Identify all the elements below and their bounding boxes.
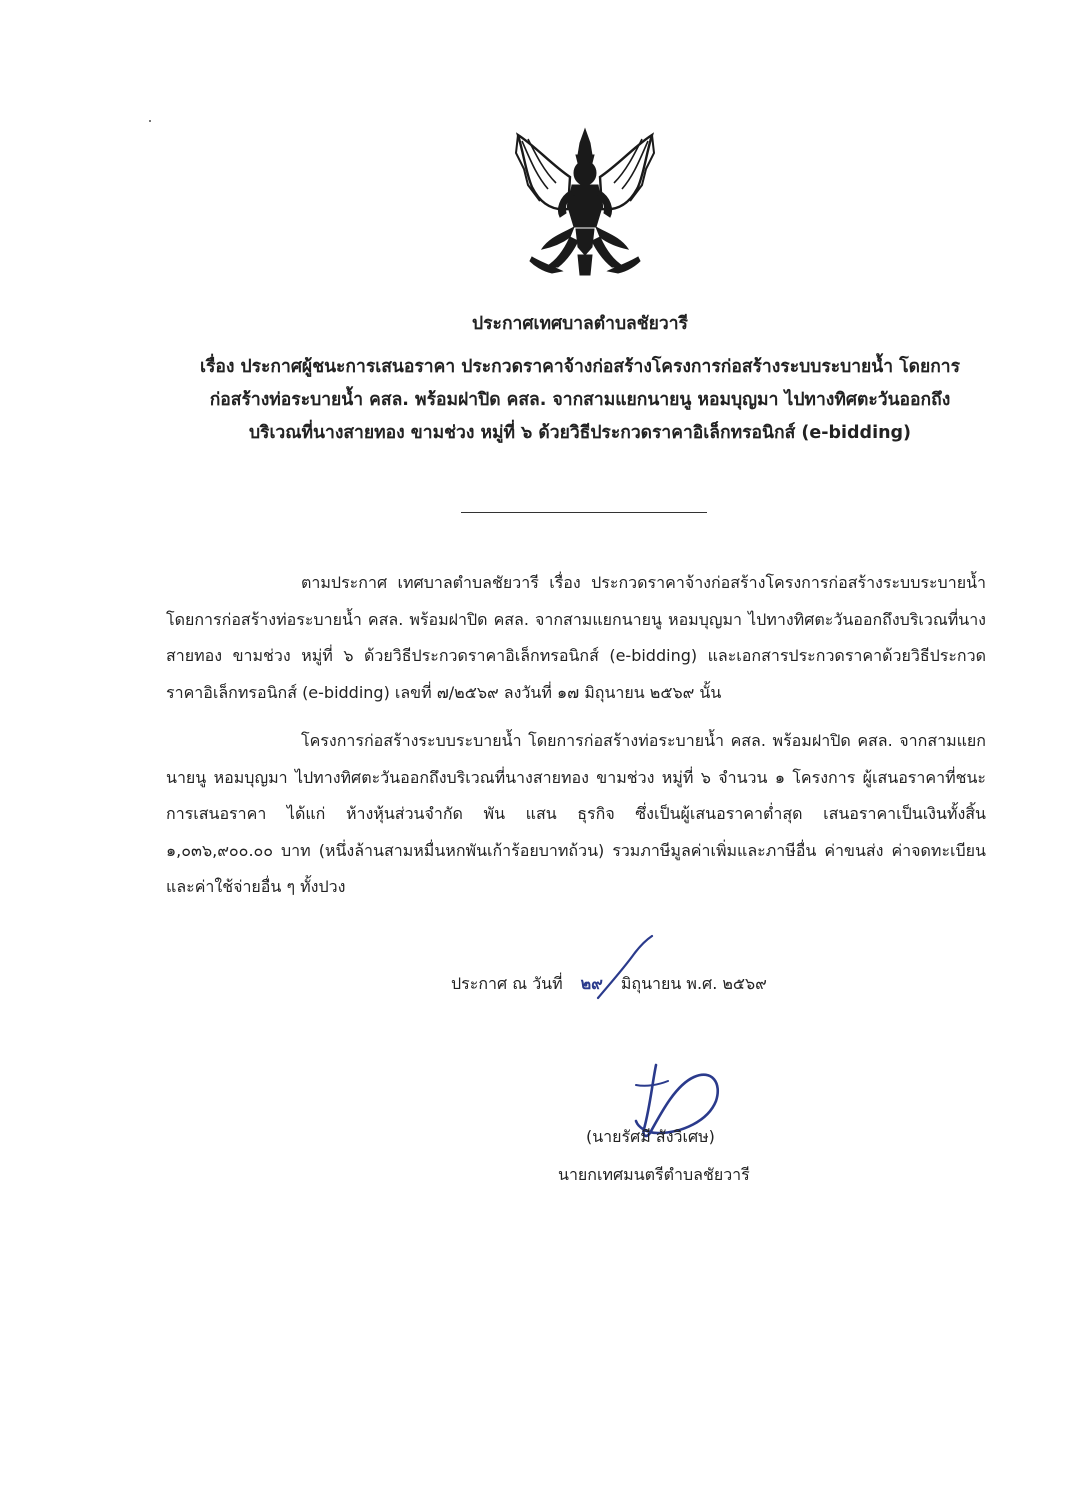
subject-line-2: ก่อสร้างท่อระบายน้ำ คสล. พร้อมฝาปิด คสล. จากสามแยกนายนู หอมบุญมา ไปทางทิศตะวันออกถึง [209, 390, 951, 410]
document-heading [150, 312, 1010, 450]
garuda-emblem-icon [512, 125, 658, 277]
date-day-handwritten: ๒๙ [580, 974, 603, 993]
date-suffix: มิถุนายน พ.ศ. ๒๕๖๙ [620, 974, 767, 993]
signer-position: นายกเทศมนตรีตำบลชัยวารี [558, 1165, 750, 1184]
signer-name: (นายรัศมี สังวิเศษ) [586, 1127, 715, 1146]
document-title: ประกาศเทศบาลตำบลชัยวารี [472, 314, 688, 334]
handwritten-day-stroke-icon [594, 932, 656, 1002]
heading-divider [461, 512, 707, 513]
body-paragraph-1: ตามประกาศ เทศบาลตำบลชัยวารี เรื่อง ประกวดราคาจ้างก่อสร้างโครงการก่อสร้างระบบระบายน้ำ โดยการก่อสร้างท่อระบายน้ำ คสล. พร้อมฝาปิด คสล. จากสามแยกนายนู หอมบุญมา ไปทางทิศตะวันออกถึงบริเวณที่นางสายทอง ขามช่วง หมู่ที่ ๖ ด้วยวิธีประกวดราคาอิเล็กทรอนิกส์ (e-bidding) และเอกสารประกวดราคาด้วยวิธีประกวดราคาอิเล็กทรอนิกส์ (e-bidding) เลขที่ ๗/๒๕๖๙ ลงวันที่ ๑๗ มิถุนายน ๒๕๖๙ นั้น [166, 573, 986, 702]
body-paragraph-2: โครงการก่อสร้างระบบระบายน้ำ โดยการก่อสร้างท่อระบายน้ำ คสล. พร้อมฝาปิด คสล. จากสามแยกนายนู หอมบุญมา ไปทางทิศตะวันออกถึงบริเวณที่นางสายทอง ขามช่วง หมู่ที่ ๖ จำนวน ๑ โครงการ ผู้เสนอราคาที่ชนะการเสนอราคา ได้แก่ ห้างหุ้นส่วนจำกัด พัน แสน ธุรกิจ ซึ่งเป็นผู้เสนอราคาต่ำสุด เสนอราคาเป็นเงินทั้งสิ้น ๑,๐๓๖,๙๐๐.๐๐ บาท (หนึ่งล้านสามหมื่นหกพันเก้าร้อยบาทถ้วน) รวมภาษีมูลค่าเพิ่มและภาษีอื่น ค่าขนส่ง ค่าจดทะเบียน และค่าใช้จ่ายอื่น ๆ ทั้งปวง [166, 731, 986, 896]
subject-line-1: เรื่อง ประกาศผู้ชนะการเสนอราคา ประกวดราคาจ้างก่อสร้างโครงการก่อสร้างระบบระบายน้ำ โดยการ [199, 357, 961, 377]
document-body [166, 565, 986, 906]
stray-mark [149, 120, 151, 122]
subject-line-3: บริเวณที่นางสายทอง ขามช่วง หมู่ที่ ๖ ด้วยวิธีประกวดราคาอิเล็กทรอนิกส์ (e-bidding) [248, 423, 912, 443]
date-prefix: ประกาศ ณ วันที่ [451, 974, 563, 993]
